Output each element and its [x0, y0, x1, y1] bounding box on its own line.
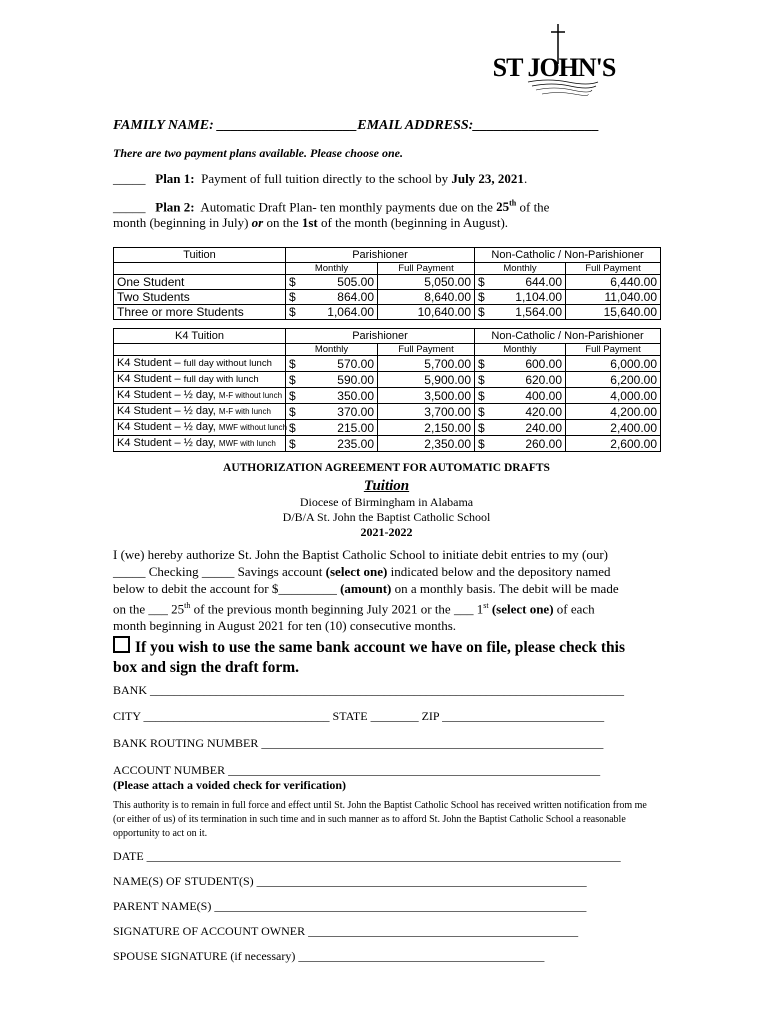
city-state-zip-field[interactable]: CITY _______________________________ STATE ________ ZIP ___________________________ [113, 709, 605, 723]
authority-notice: This authority is to remain in full force and effect until St. John the Baptist Catholic School has received written notification from me (or either of us) of its termination in such time and in such manner as to afford St. John the Baptist Catholic School a reasonable opportunity to act on it. [113, 800, 647, 839]
parishioner-header: Parishioner [286, 329, 475, 344]
same-account-notice: If you wish to use the same bank account we have on file, please check this box and sign the draft form. [113, 636, 663, 678]
noncatholic-header: Non-Catholic / Non-Parishioner [475, 329, 661, 344]
spouse-signature-field[interactable]: SPOUSE SIGNATURE (if necessary) _________________________________________ [113, 949, 545, 963]
monthly-header: Monthly [475, 344, 566, 356]
tuition-header: Tuition [114, 248, 286, 263]
diocese-line: Diocese of Birmingham in Alabama [299, 495, 474, 509]
table-row: K4 Student – ½ day, MWF with lunch $ 235.00 2,350.00 $ 260.00 2,600.00 [114, 436, 661, 452]
full-payment-header: Full Payment [378, 263, 475, 275]
parishioner-header: Parishioner [286, 248, 475, 263]
table-row: K4 Student – ½ day, M-F without lunch $ 350.00 3,500.00 $ 400.00 4,000.00 [114, 388, 661, 404]
parent-names-field[interactable]: PARENT NAME(S) ______________________________________________________________ [113, 899, 587, 913]
monthly-header: Monthly [286, 263, 378, 275]
date-field[interactable]: DATE _______________________________________________________________________________ [113, 849, 621, 863]
school-logo [492, 24, 616, 96]
agreement-title: AUTHORIZATION AGREEMENT FOR AUTOMATIC DRAFTS [223, 462, 550, 474]
plan1-text: Payment of full tuition directly to the school by [201, 171, 449, 186]
monthly-header: Monthly [286, 344, 378, 356]
table-row: K4 Student – full day without lunch $ 570.00 5,700.00 $ 600.00 6,000.00 [114, 356, 661, 372]
plan2-label: Plan 2: [155, 199, 195, 215]
family-email-line[interactable]: FAMILY NAME: ____________________EMAIL ADDRESS:__________________ [113, 118, 600, 133]
account-owner-signature-field[interactable]: SIGNATURE OF ACCOUNT OWNER _____________________________________________ [113, 924, 579, 938]
authorization-paragraph[interactable]: I (we) hereby authorize St. John the Baptist Catholic School to initiate debit entries to my (our) _____ Checking _____ Savings account (select one) indicated below and the depository named below to debit the account for $_________ (amount) on a monthly basis. The debit will be made on the ___ 25th of the previous month beginning July 2021 or the ___ 1st (select one) of each month beginning in August 2021 for ten (10) consecutive months. [113, 547, 619, 634]
plan2-blank[interactable]: _____ [113, 199, 146, 215]
plan2-line2: month (beginning in July) or on the 1st of the month (beginning in August). [113, 215, 509, 230]
tuition-table [113, 247, 661, 320]
full-payment-header: Full Payment [378, 344, 475, 356]
bank-field[interactable]: BANK _______________________________________________________________________________ [113, 683, 625, 697]
table-row: K4 Student – ½ day, MWF without lunch $ 215.00 2,150.00 $ 240.00 2,400.00 [114, 420, 661, 436]
table-row: K4 Student – full day with lunch $ 590.00 5,900.00 $ 620.00 6,200.00 [114, 372, 661, 388]
table-row: Three or more Students $ 1,064.00 10,640.00 $ 1,564.00 15,640.00 [114, 305, 661, 320]
plan2-line[interactable] [113, 199, 658, 215]
same-account-checkbox[interactable] [113, 636, 130, 653]
plan1-blank[interactable]: _____ [113, 171, 146, 186]
plan2-or: or [251, 215, 264, 230]
student-names-field[interactable]: NAME(S) OF STUDENT(S) _______________________________________________________ [113, 874, 587, 888]
k4-tuition-header: K4 Tuition [114, 329, 286, 344]
dba-line: D/B/A St. John the Baptist Catholic School [282, 510, 491, 524]
plans-intro: There are two payment plans available. Please choose one. [113, 146, 403, 160]
plan1-end: . [523, 171, 528, 186]
plan2-text: Automatic Draft Plan- ten monthly payments due on the [200, 199, 493, 215]
table-row: One Student $ 505.00 5,050.00 $ 644.00 6,440.00 [114, 275, 661, 290]
agreement-subtitle: Tuition [363, 478, 410, 494]
full-payment-header: Full Payment [566, 344, 661, 356]
plan2-end: of the [519, 199, 550, 215]
voided-check-note: (Please attach a voided check for verification) [113, 778, 347, 792]
table-row: Two Students $ 864.00 8,640.00 $ 1,104.00 11,040.00 [114, 290, 661, 305]
plan1-label: Plan 1: [155, 171, 195, 186]
plan2-day: 25th [496, 199, 517, 215]
routing-number-field[interactable]: BANK ROUTING NUMBER _________________________________________________________ [113, 736, 604, 750]
plan1-line[interactable] [113, 171, 658, 187]
plan1-date: July 23, 2021 [451, 171, 524, 186]
school-year: 2021-2022 [360, 525, 413, 539]
k4-tuition-table [113, 328, 661, 452]
full-payment-header: Full Payment [566, 263, 661, 275]
account-number-field[interactable]: ACCOUNT NUMBER ______________________________________________________________ [113, 763, 601, 777]
logo-text: ST JOHN'S [492, 53, 616, 82]
table-row: K4 Student – ½ day, M-F with lunch $ 370.00 3,700.00 $ 420.00 4,200.00 [114, 404, 661, 420]
noncatholic-header: Non-Catholic / Non-Parishioner [475, 248, 661, 263]
monthly-header: Monthly [475, 263, 566, 275]
